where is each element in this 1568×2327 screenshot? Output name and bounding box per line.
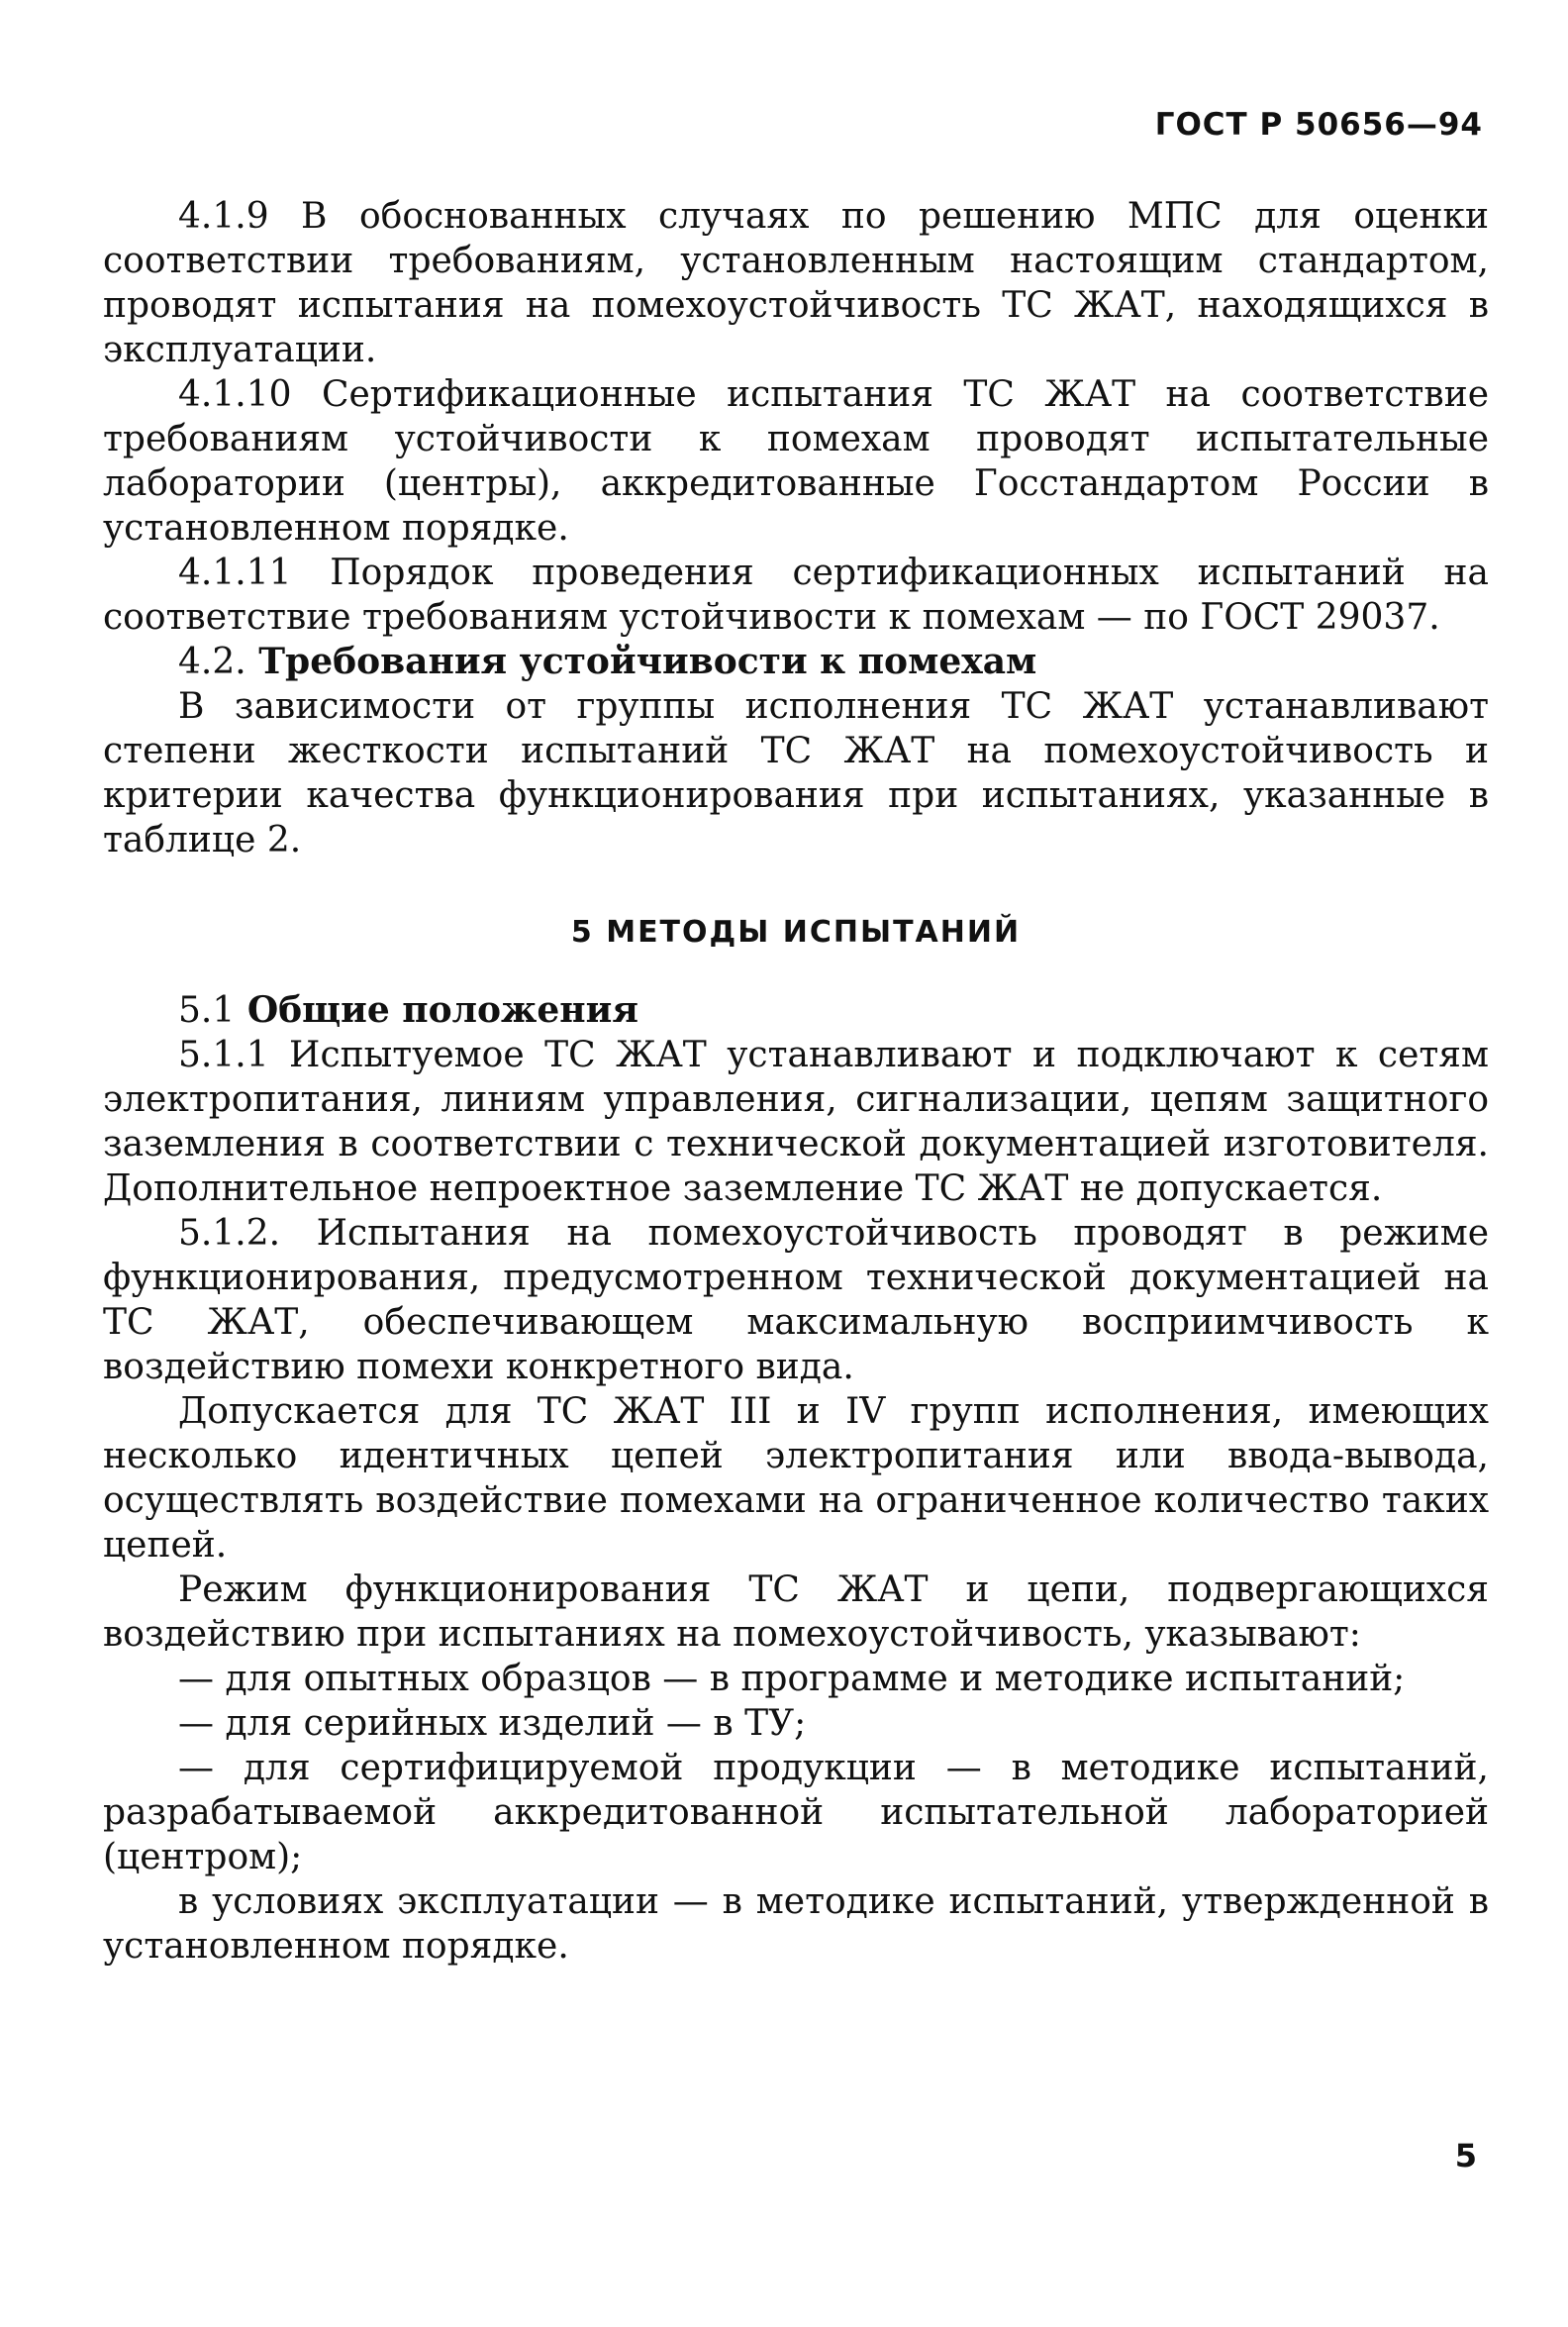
clause-4-2-text: В зависимости от группы исполнения ТС ЖАТ устанавливают степени жесткости испытаний ТС ЖАТ на помехоустойчивость и критерии качества функционирования при испытаниях, указанные в таблице 2. <box>103 686 1489 860</box>
list-item-prototypes: — для опытных образцов — в программе и методике испытаний; <box>178 1659 1406 1699</box>
list-item-certified-products: — для сертифицируемой продукции — в методике испытаний, разрабатываемой аккредитованной испытательной лабораторией (центром); <box>103 1748 1489 1877</box>
clause-5-1-2: 5.1.2. Испытания на помехоустойчивость проводят в режиме функционирования, предусмотренном технической документацией на ТС ЖАТ, обеспечивающем максимальную восприимчивость к воздействию помехи конкретного вида. <box>103 1213 1489 1387</box>
clause-4-1-9: 4.1.9 В обоснованных случаях по решению МПС для оценки соответствии требованиям, установленным настоящим стандартом, проводят испытания на помехоустойчивость ТС ЖАТ, находящихся в эксплуатации. <box>103 196 1489 370</box>
paragraph-operating-mode: Режим функционирования ТС ЖАТ и цепи, подвергающихся воздействию при испытаниях на помехоустойчивость, указывают: <box>103 1569 1489 1655</box>
list-item-serial-products: — для серийных изделий — в ТУ; <box>178 1703 807 1744</box>
list-item-operating-conditions: в условиях эксплуатации — в методике испытаний, утвержденной в установленном порядке. <box>103 1881 1489 1967</box>
subsection-5-1-heading <box>103 988 1489 1033</box>
subsection-5-1-number: 5.1 <box>178 990 236 1031</box>
subsection-5-1-title: Общие положения <box>246 989 638 1031</box>
subsection-4-2-number: 4.2. <box>178 642 246 682</box>
clause-5-1-1: 5.1.1 Испытуемое ТС ЖАТ устанавливают и подключают к сетям электропитания, линиям управления, сигнализации, цепям защитного заземления в соответствии с технической документацией изготовителя. Дополнительное непроектное заземление ТС ЖАТ не допускается. <box>103 1035 1489 1209</box>
clause-4-1-11: 4.1.11 Порядок проведения сертификационных испытаний на соответствие требованиям устойчивости к помехам — по ГОСТ 29037. <box>103 553 1489 638</box>
document-code: ГОСТ Р 50656—94 <box>1154 107 1483 143</box>
subsection-4-2-title: Требования устойчивости к помехам <box>258 641 1037 682</box>
paragraph-allowed-groups: Допускается для ТС ЖАТ III и IV групп исполнения, имеющих несколько идентичных цепей электропитания или ввода-вывода, осуществлять воздействие помехами на ограниченное количество таких цепей. <box>103 1391 1489 1566</box>
subsection-4-2-heading <box>103 640 1489 684</box>
section-5-heading: 5 МЕТОДЫ ИСПЫТАНИЙ <box>570 915 1022 950</box>
document-body <box>103 194 1489 1969</box>
page-number: 5 <box>1454 2137 1477 2175</box>
clause-4-1-10: 4.1.10 Сертификационные испытания ТС ЖАТ на соответствие требованиям устойчивости к помехам проводят испытательные лаборатории (центры), аккредитованные Госстандартом России в установленном порядке. <box>103 374 1489 549</box>
